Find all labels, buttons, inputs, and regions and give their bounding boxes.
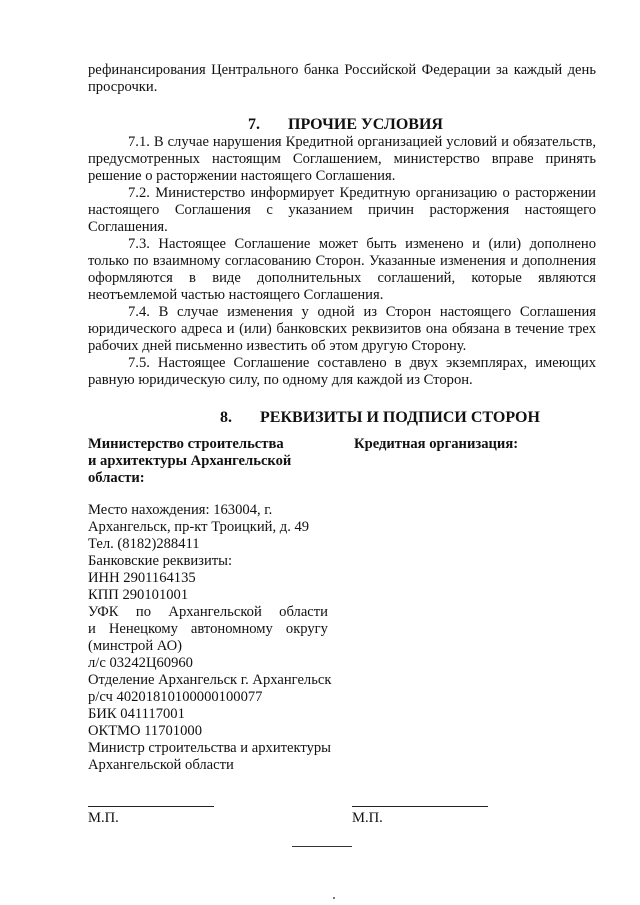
- scan-speck: [333, 897, 335, 899]
- left-party-signer: Министр строительства и архитектуры Архангельской области: [88, 740, 331, 773]
- left-signature-line: [88, 806, 214, 807]
- left-party-details: Место нахождения: 163004, г. Архангельск, пр-кт Троицкий, д. 49 Тел. (8182)288411 Банковские реквизиты: ИНН 2901164135 КПП 290101001 УФК по Архангельской области и Ненецкому автономному округу (минстрой АО) л/с 03242Ц60960 Отделение Архангельск г. Архангельск р/сч 40201810100000100077 БИК 041117001 ОКТМО 11701000: [88, 502, 332, 739]
- clause-7-5: 7.5. Настоящее Соглашение составлено в двух экземплярах, имеющих равную юридическую силу, по одному для каждой из Сторон.: [88, 355, 596, 388]
- clause-7-3: 7.3. Настоящее Соглашение может быть изменено и (или) дополнено только по взаимному согласованию Сторон. Указанные изменения и дополнения оформляются в виде дополнительных соглашений, которые являются неотъемлемой частью настоящего Соглашения.: [88, 236, 596, 303]
- right-seal-mark: М.П.: [352, 810, 383, 826]
- left-party-name: Министерство строительства и архитектуры Архангельской области:: [88, 436, 292, 486]
- left-seal-mark: М.П.: [88, 810, 119, 826]
- clause-7-4: 7.4. В случае изменения у одной из Сторон настоящего Соглашения юридического адреса и (или) банковских реквизитов она обязана в течение трех рабочих дней письменно известить об этом другую Сторону.: [88, 304, 596, 354]
- intro-paragraph-tail: рефинансирования Центрального банка Российской Федерации за каждый день просрочки.: [88, 62, 596, 95]
- ufk-line-2: и Ненецкому автономному округу: [88, 621, 328, 637]
- bottom-separator-line: [292, 846, 352, 847]
- section-8-title: РЕКВИЗИТЫ И ПОДПИСИ СТОРОН: [260, 409, 540, 426]
- right-party-name: Кредитная организация:: [354, 436, 519, 452]
- right-signature-line: [352, 806, 488, 807]
- clause-7-2: 7.2. Министерство информирует Кредитную организацию о расторжении настоящего Соглашения с указанием причин расторжения настоящего Соглашения.: [88, 185, 596, 235]
- section-8-number: 8.: [220, 409, 232, 426]
- section-7-number: 7.: [248, 116, 260, 133]
- clause-7-1: 7.1. В случае нарушения Кредитной организацией условий и обязательств, предусмотренных настоящим Соглашением, министерство вправе принять решение о расторжении настоящего Соглашения.: [88, 134, 596, 184]
- ufk-line-1: УФК по Архангельской области: [88, 604, 328, 620]
- section-7-title: ПРОЧИЕ УСЛОВИЯ: [288, 116, 443, 133]
